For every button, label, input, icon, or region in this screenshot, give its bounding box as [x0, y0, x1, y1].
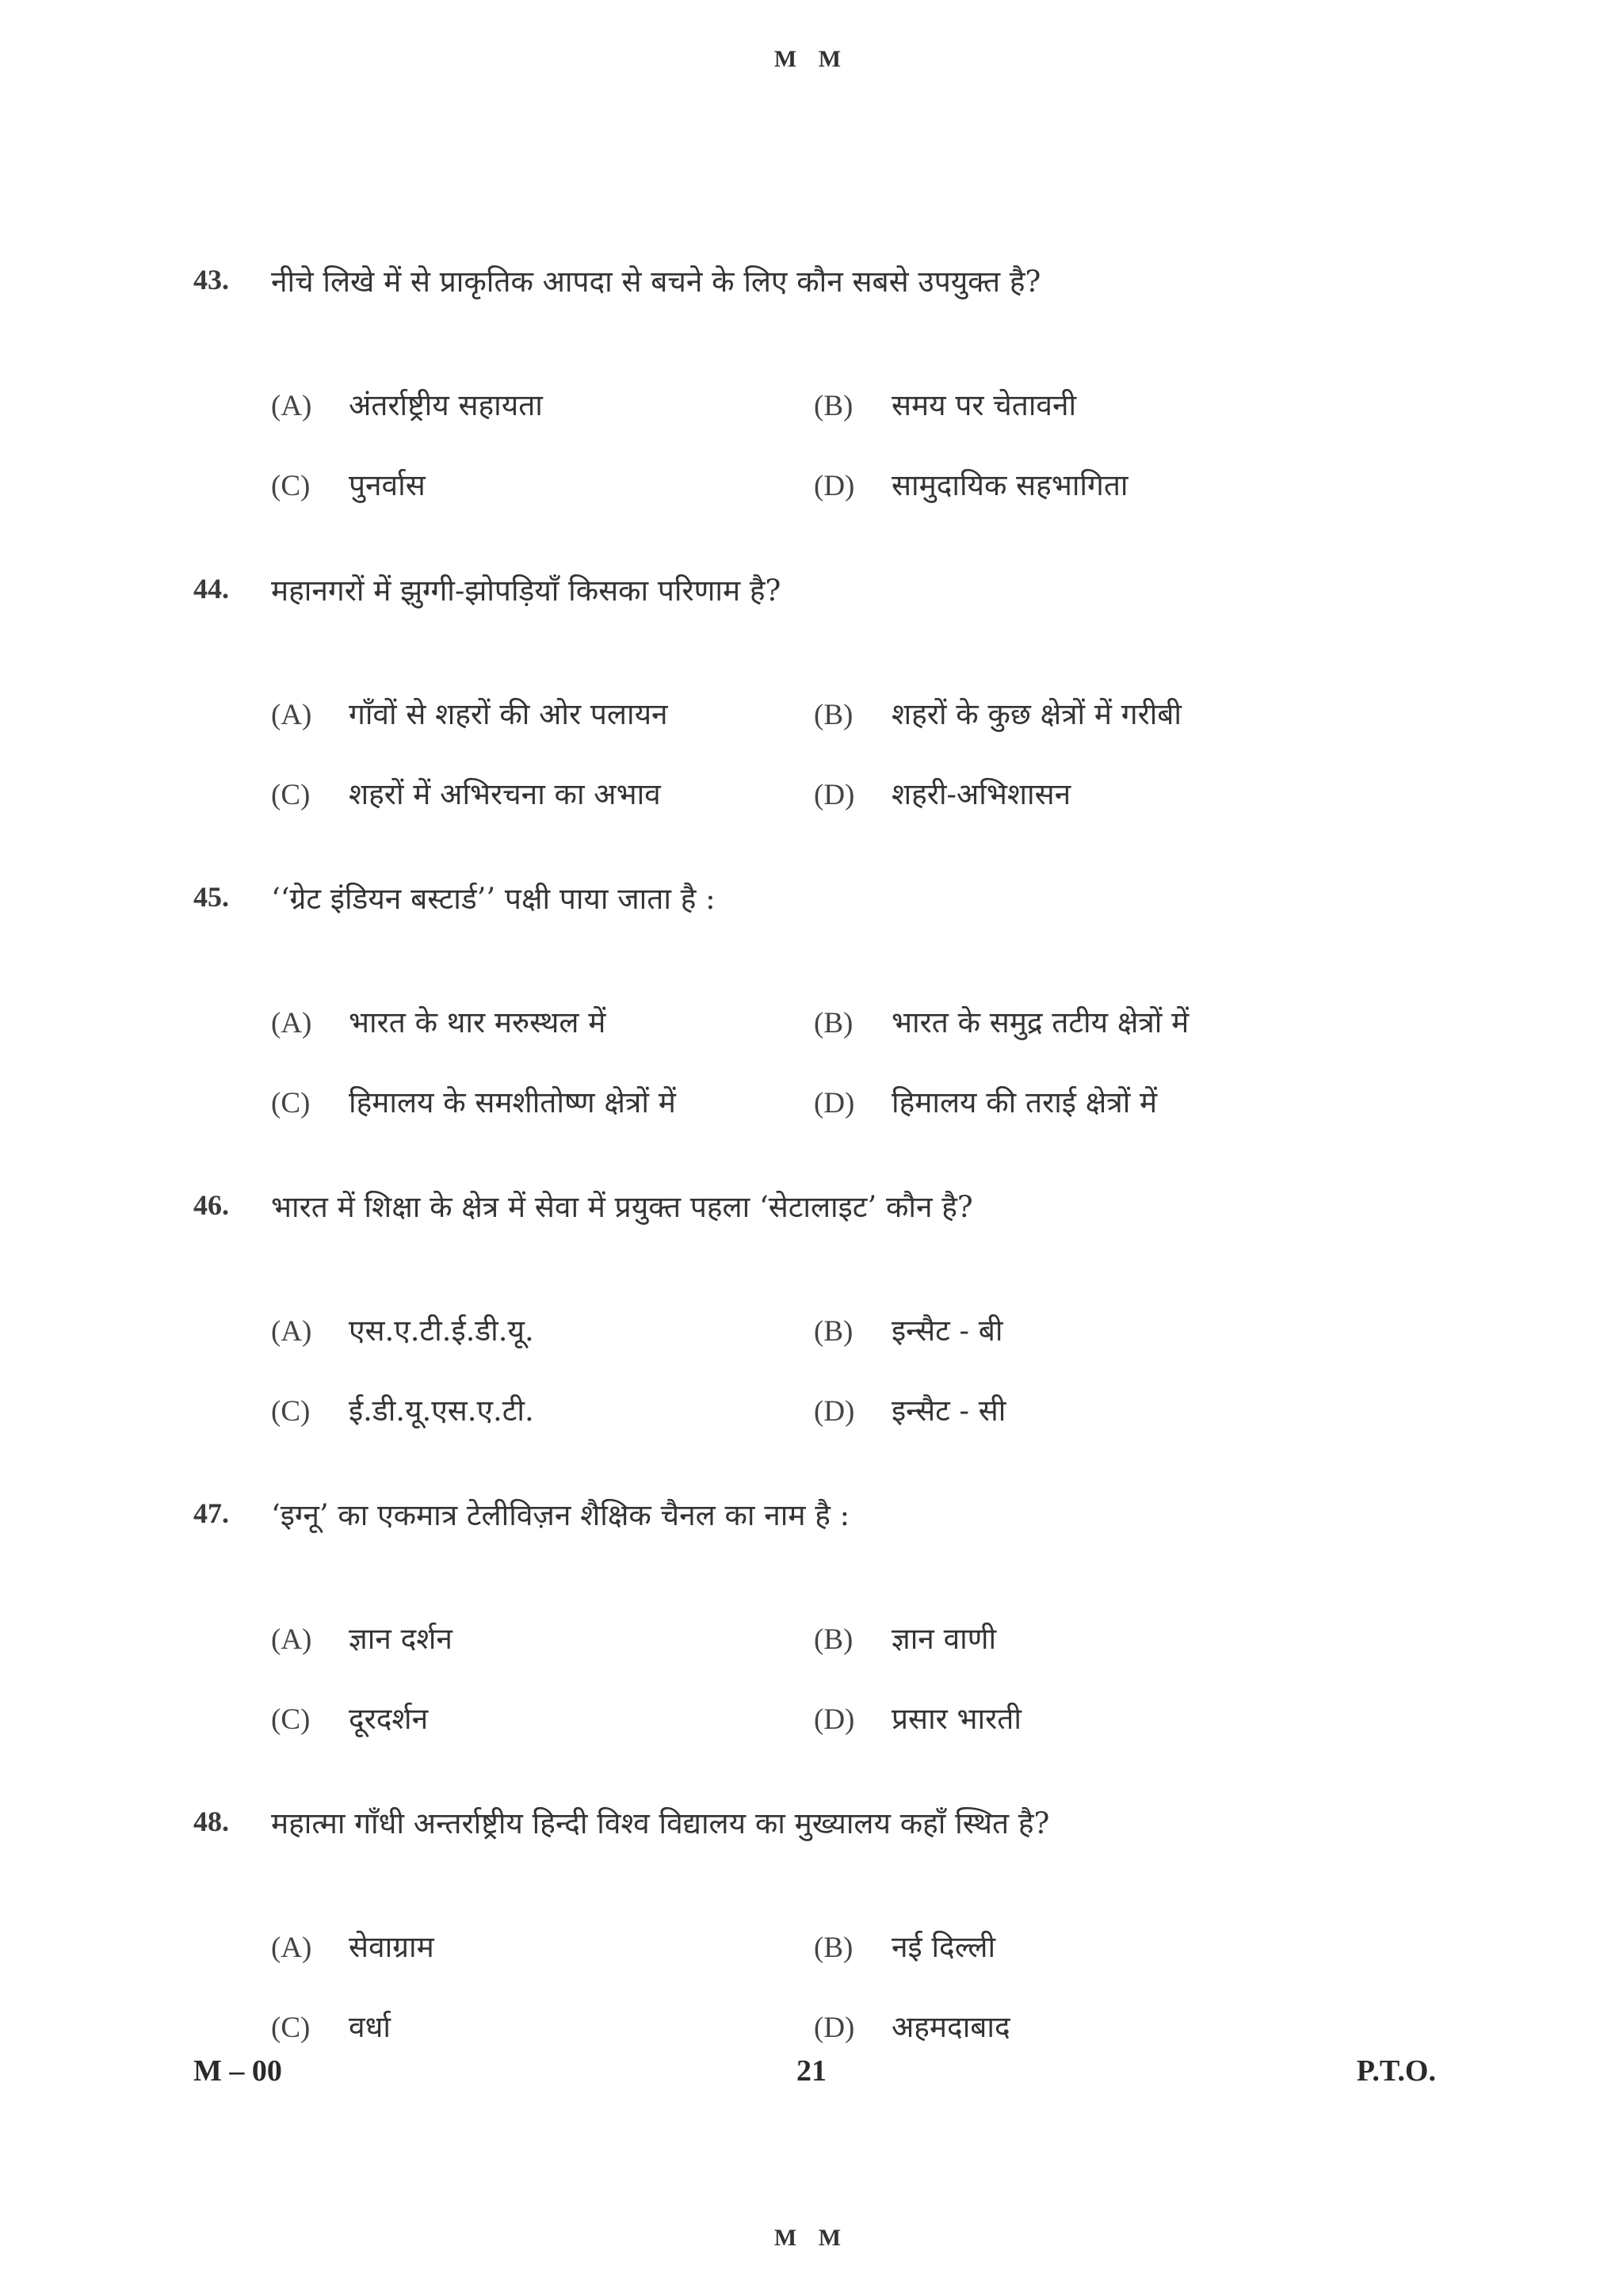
option-text: शहरी-अभिशासन	[892, 777, 1071, 811]
question-text: भारत में शिक्षा के क्षेत्र में सेवा में प्रयुक्त पहला ‘सेटालाइट’ कौन है?	[271, 1190, 973, 1224]
question-number: 47.	[193, 1497, 229, 1529]
option-label: (A)	[271, 1315, 312, 1348]
option-a	[271, 383, 543, 424]
option-text: समय पर चेतावनी	[892, 388, 1077, 422]
option-b	[814, 1001, 1189, 1041]
question-45	[193, 880, 1477, 1119]
option-label: (D)	[814, 470, 855, 502]
option-text: अहमदाबाद	[892, 2010, 1010, 2044]
page-number: 21	[796, 2054, 827, 2088]
question-number: 46.	[193, 1189, 229, 1221]
option-text: सेवाग्राम	[349, 1930, 434, 1964]
option-label: (B)	[814, 1315, 854, 1348]
option-label: (D)	[814, 1087, 855, 1119]
option-label: (C)	[271, 1395, 311, 1428]
option-text: इन्सैट - बी	[892, 1314, 1003, 1348]
question-44	[193, 572, 1477, 811]
question-text: ‘‘ग्रेट इंडियन बस्टार्ड’’ पक्षी पाया जाता है :	[271, 882, 716, 916]
option-d	[814, 1697, 1022, 1737]
option-label: (A)	[271, 1932, 312, 1964]
option-d	[814, 2005, 1010, 2046]
question-text: महानगरों में झुग्गी-झोपड़ियाँ किसका परिणाम है?	[271, 574, 781, 608]
option-d	[814, 772, 1071, 813]
question-48	[193, 1805, 1477, 2044]
option-label: (A)	[271, 1007, 312, 1039]
option-text: अंतर्राष्ट्रीय सहायता	[349, 388, 543, 422]
option-text: भारत के समुद्र तटीय क्षेत्रों में	[892, 1005, 1190, 1039]
question-46	[193, 1188, 1477, 1428]
option-c	[271, 1389, 534, 1429]
option-text: नई दिल्ली	[892, 1930, 996, 1964]
option-label: (B)	[814, 1007, 854, 1039]
question-number: 45.	[193, 881, 229, 913]
question-number: 43.	[193, 264, 229, 296]
option-c	[271, 463, 426, 504]
option-label: (A)	[271, 390, 312, 422]
option-label: (D)	[814, 779, 855, 811]
option-label: (A)	[271, 699, 312, 731]
page-footer	[0, 2054, 1623, 2101]
question-47	[193, 1497, 1477, 1736]
option-text: ई.डी.यू.एस.ए.टी.	[349, 1394, 534, 1428]
option-label: (C)	[271, 470, 311, 502]
option-text: सामुदायिक सहभागिता	[892, 468, 1128, 502]
option-b	[814, 1925, 995, 1966]
option-b	[814, 1617, 996, 1657]
option-a	[271, 1309, 534, 1349]
option-a	[271, 1617, 453, 1657]
question-number: 48.	[193, 1806, 229, 1837]
option-text: शहरों में अभिरचना का अभाव	[349, 777, 661, 811]
option-c	[271, 2005, 391, 2046]
option-c	[271, 1081, 676, 1121]
pto-label: P.T.O.	[1356, 2054, 1436, 2088]
option-b	[814, 692, 1182, 733]
header-mark: M M	[773, 46, 850, 72]
option-label: (C)	[271, 2012, 311, 2044]
option-b	[814, 383, 1076, 424]
option-text: गाँवों से शहरों की ओर पलायन	[349, 697, 668, 731]
option-text: एस.ए.टी.ई.डी.यू.	[349, 1314, 534, 1348]
option-text: हिमालय के समशीतोष्ण क्षेत्रों में	[349, 1085, 676, 1119]
option-text: हिमालय की तराई क्षेत्रों में	[892, 1085, 1158, 1119]
question-text: नीचे लिखे में से प्राकृतिक आपदा से बचने के लिए कौन सबसे उपयुक्त है?	[271, 265, 1041, 299]
option-a	[271, 1001, 605, 1041]
option-text: दूरदर्शन	[349, 1702, 429, 1736]
option-text: भारत के थार मरुस्थल में	[349, 1005, 606, 1039]
option-b	[814, 1309, 1002, 1349]
option-text: ज्ञान वाणी	[892, 1622, 997, 1656]
option-text: प्रसार भारती	[892, 1702, 1022, 1736]
booklet-code: M – 00	[193, 2054, 282, 2088]
option-label: (C)	[271, 779, 311, 811]
option-text: वर्धा	[349, 2010, 391, 2044]
option-label: (A)	[271, 1623, 312, 1656]
option-text: पुनर्वास	[349, 468, 426, 502]
option-a	[271, 692, 668, 733]
option-text: ज्ञान दर्शन	[349, 1622, 453, 1656]
footer-mark: M M	[773, 2225, 850, 2251]
option-label: (C)	[271, 1087, 311, 1119]
question-text: ‘इग्नू’ का एकमात्र टेलीविज़न शैक्षिक चैनल का नाम है :	[271, 1498, 850, 1532]
question-43	[193, 263, 1477, 502]
option-d	[814, 1389, 1006, 1429]
option-d	[814, 1081, 1157, 1121]
option-a	[271, 1925, 434, 1966]
option-text: इन्सैट - सी	[892, 1394, 1006, 1428]
option-text: शहरों के कुछ क्षेत्रों में गरीबी	[892, 697, 1182, 731]
question-number: 44.	[193, 573, 229, 605]
option-label: (B)	[814, 390, 854, 422]
option-c	[271, 772, 661, 813]
option-label: (D)	[814, 1395, 855, 1428]
option-d	[814, 463, 1128, 504]
option-label: (D)	[814, 1703, 855, 1736]
option-label: (B)	[814, 699, 854, 731]
option-label: (B)	[814, 1623, 854, 1656]
option-label: (C)	[271, 1703, 311, 1736]
question-text: महात्मा गाँधी अन्तर्राष्ट्रीय हिन्दी विश्व विद्यालय का मुख्यालय कहाँ स्थित है?	[271, 1806, 1050, 1840]
option-c	[271, 1697, 428, 1737]
option-label: (D)	[814, 2012, 855, 2044]
option-label: (B)	[814, 1932, 854, 1964]
